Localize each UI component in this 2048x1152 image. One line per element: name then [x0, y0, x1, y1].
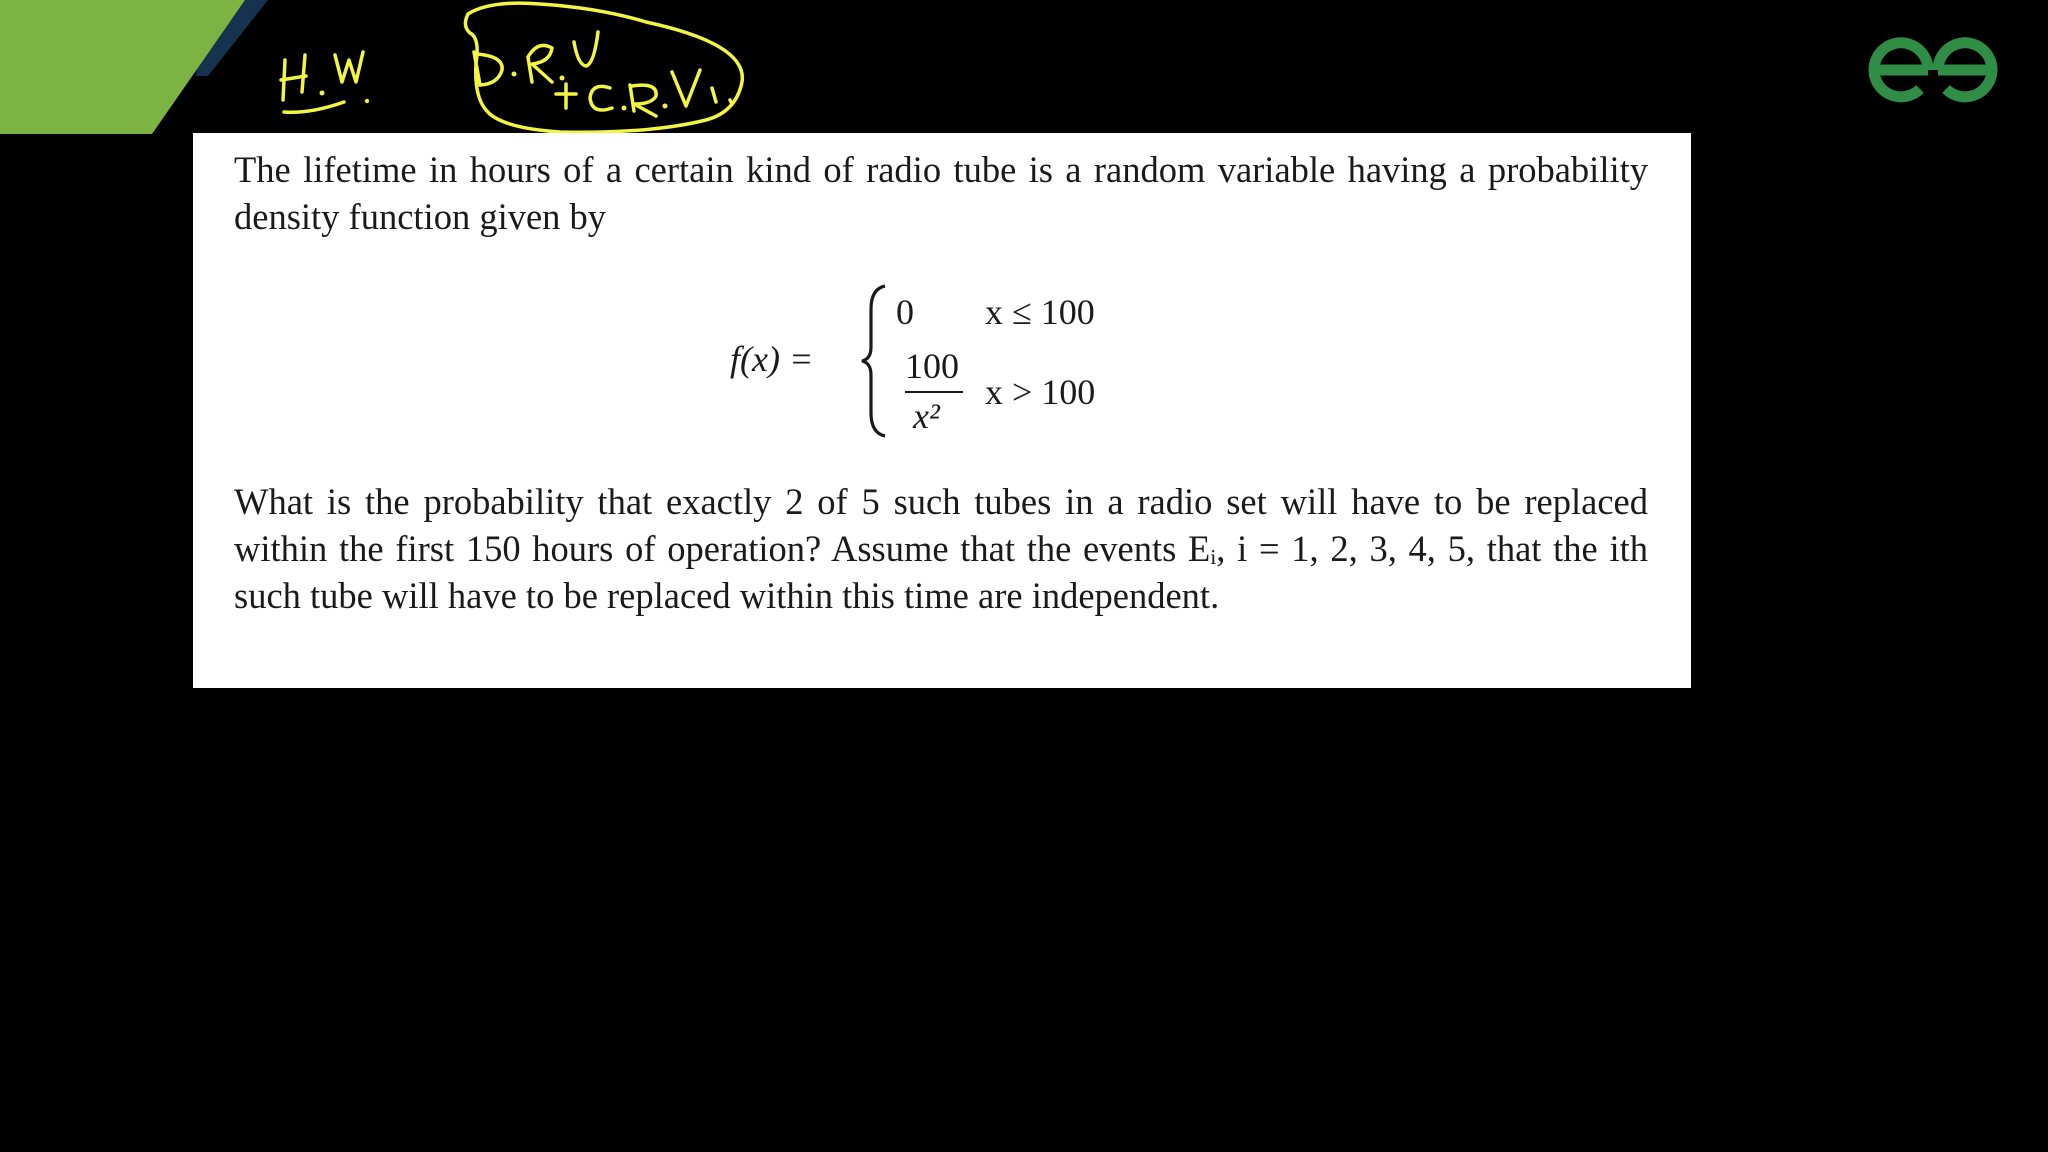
problem-question: What is the probability that exactly 2 of 5 such tubes in a radio set will have to be replaced within the first 150 hours of operation? Assume that the events Eᵢ, i = 1, 2, 3, 4, 5, that the ith such tube will have to be replaced within this time are independent. [234, 481, 1648, 616]
problem-card [193, 133, 1691, 688]
case2-denominator: x² [913, 396, 940, 436]
pdf-lhs: f(x) = [730, 339, 814, 379]
case1-condition: x ≤ 100 [985, 292, 1095, 332]
fraction-bar [905, 391, 963, 393]
case2-condition: x > 100 [985, 372, 1096, 412]
case1-value: 0 [896, 292, 914, 332]
piecewise-brace [861, 283, 891, 439]
geeksforgeeks-logo-icon [1868, 34, 1998, 104]
handwritten-annotations [270, 0, 790, 150]
case2-numerator: 100 [905, 346, 959, 386]
problem-intro: The lifetime in hours of a certain kind of radio tube is a random variable having a probability density function given by [234, 149, 1648, 237]
corner-decoration [0, 0, 280, 140]
